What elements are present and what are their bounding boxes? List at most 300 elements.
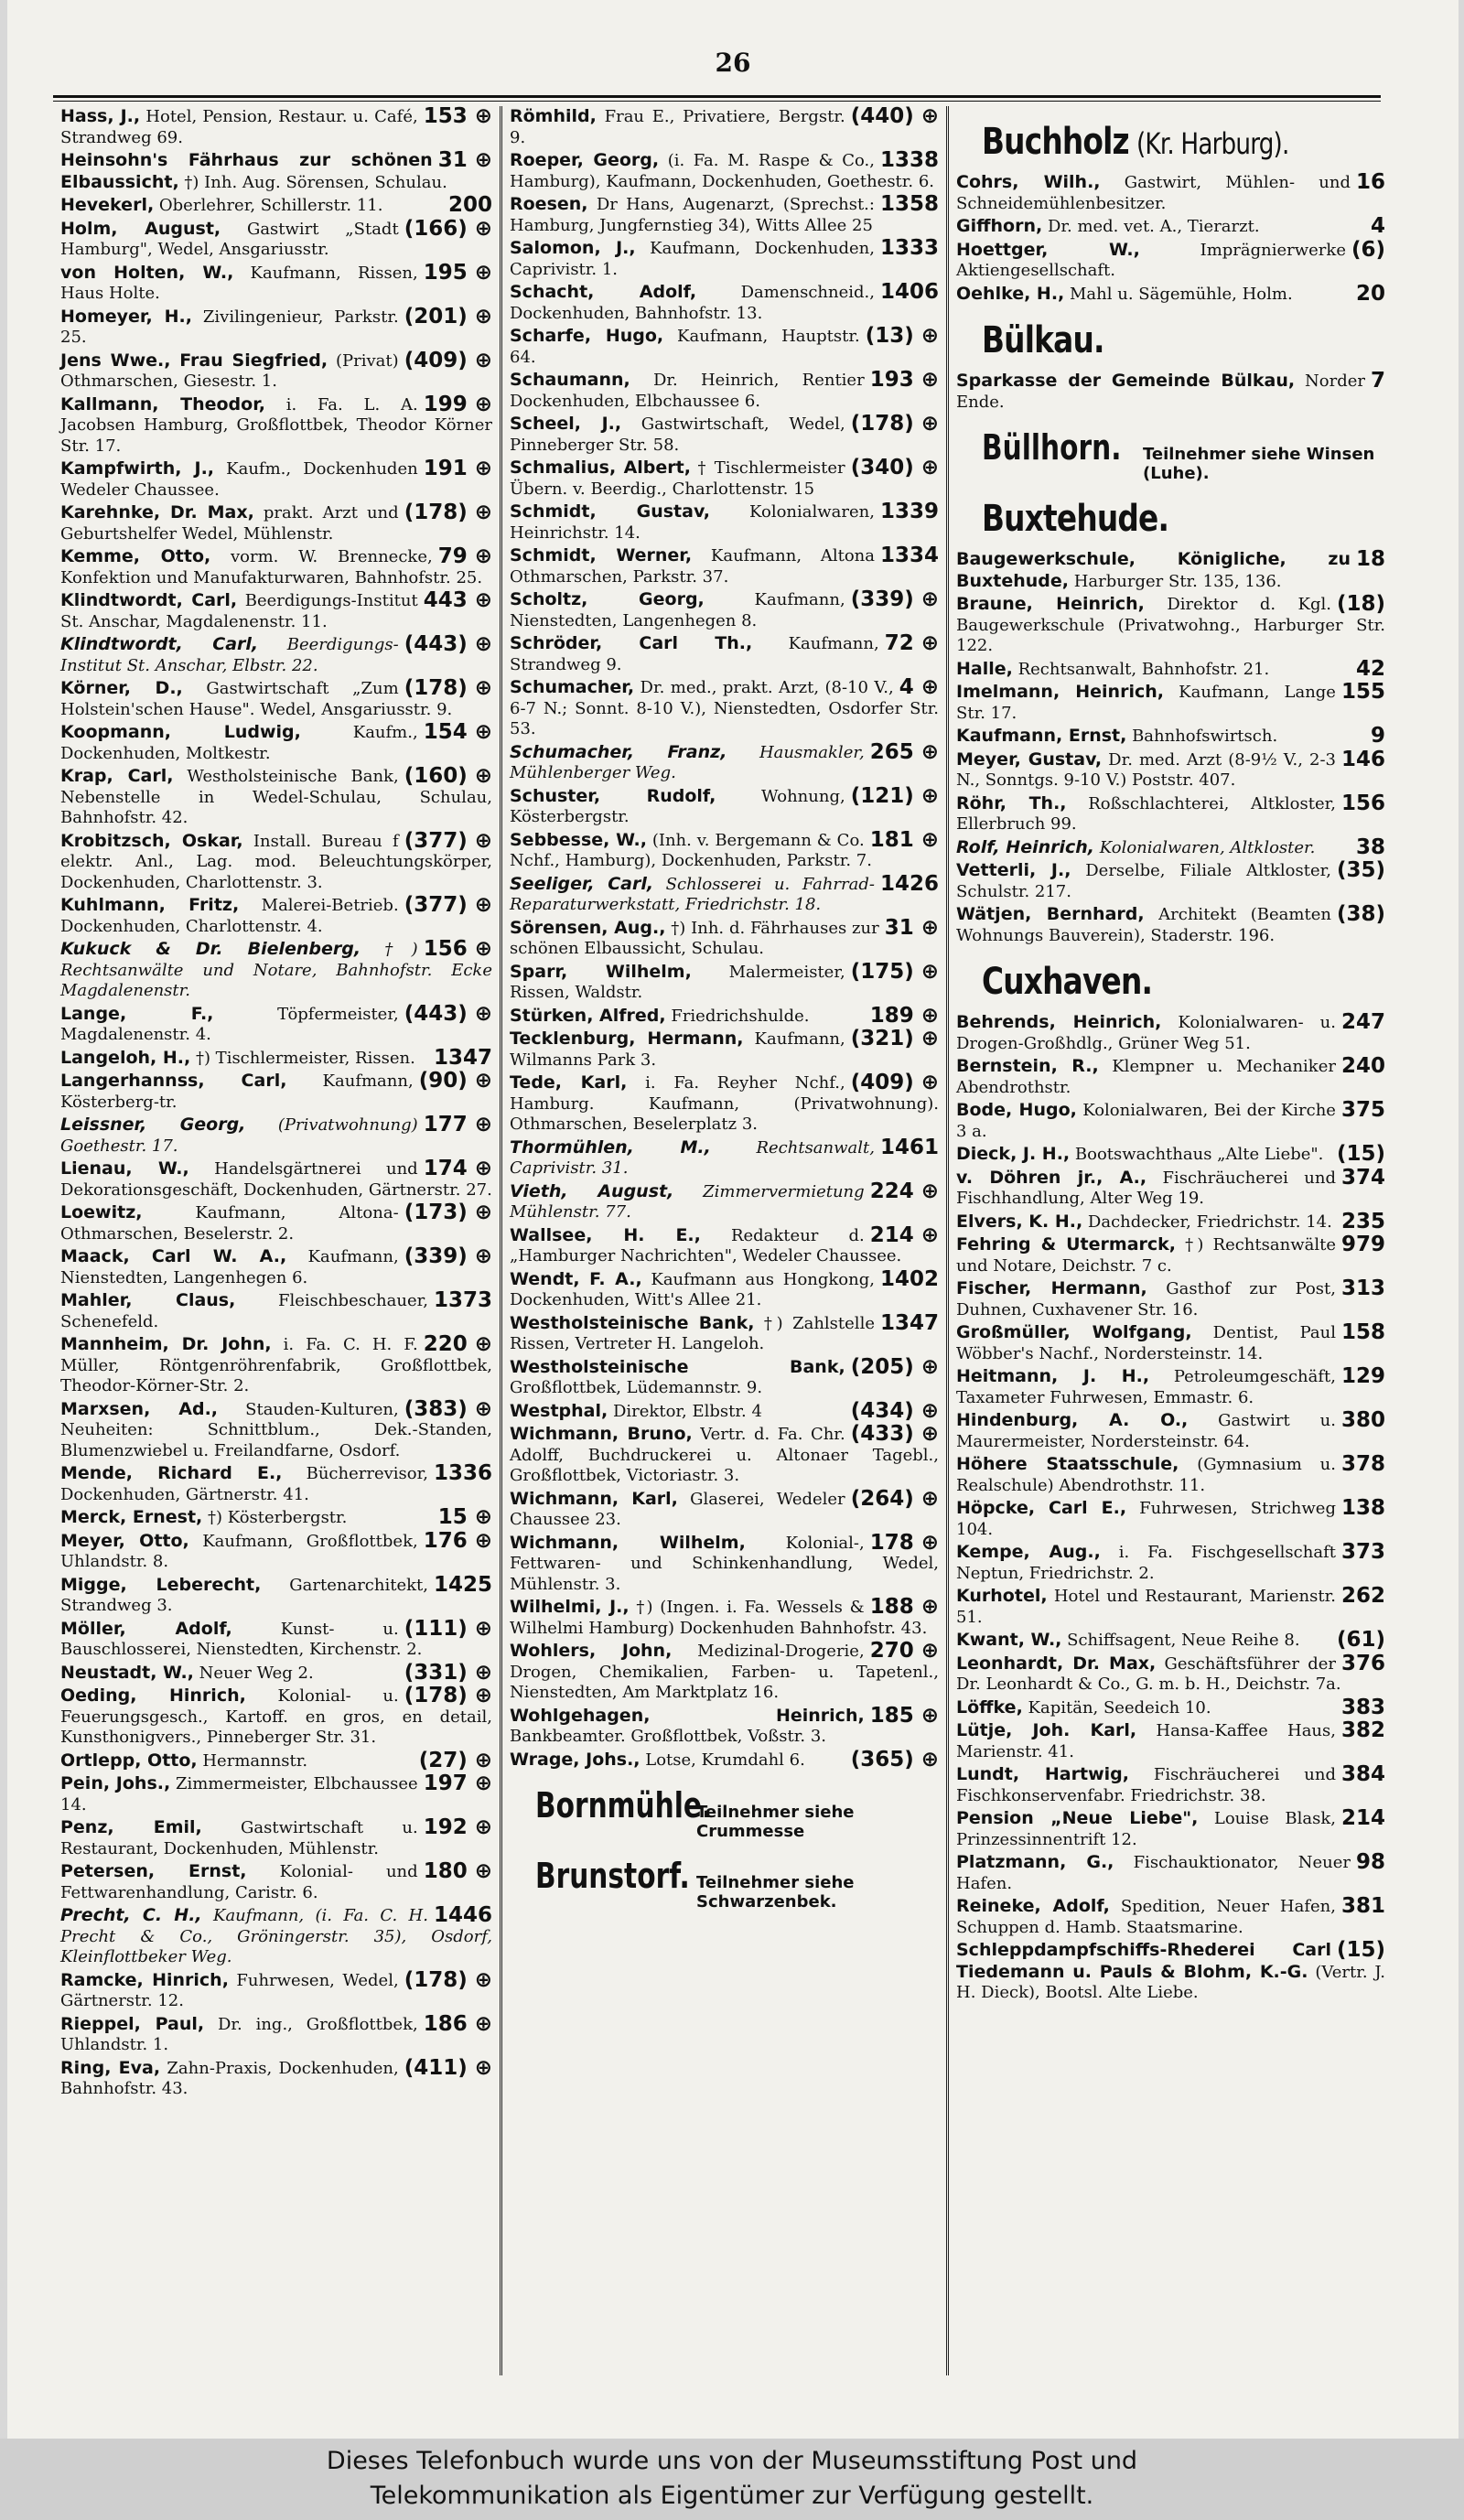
listing-details: Kaufmann, Strandweg 9.: [510, 634, 879, 674]
town-name: Buxtehude.: [982, 498, 1169, 540]
listing-name: Klindtwordt, Carl,: [60, 634, 259, 654]
town-reference: [535, 1856, 939, 1912]
phone-number: 1333: [879, 236, 939, 260]
listing-details: Hansa-Kaffee Haus, Marienstr. 41.: [956, 1721, 1336, 1761]
town-name: Bülkau.: [982, 319, 1104, 361]
listing-entry: [60, 2055, 492, 2100]
listing-name: Pein, Johs.,: [60, 1773, 171, 1793]
listing-entry: [60, 394, 492, 458]
listing-details: Kolonialwaren, Bei der Kirche 3 a.: [956, 1101, 1336, 1141]
listing-entry: [956, 1498, 1385, 1540]
listing-name: Oehlke, H.,: [956, 283, 1065, 304]
listing-details: Zivilingenieur, Parkstr. 25.: [60, 307, 399, 347]
listing-entry: [60, 1750, 492, 1772]
listing-details: Malerei-Betrieb. Dockenhuden, Charlottenstr. 4.: [60, 896, 399, 936]
phone-number: 1347: [879, 1310, 939, 1335]
listing-name: Großmüller, Wolfgang,: [956, 1322, 1192, 1342]
listing-name: Wichmann, Bruno,: [510, 1424, 693, 1444]
listing-name: Imelmann, Heinrich,: [956, 682, 1164, 702]
listing-entry: [956, 682, 1385, 724]
phone-number: 235: [1340, 1209, 1385, 1233]
listing-entry: [956, 1366, 1385, 1408]
listing-name: Tede, Karl,: [510, 1072, 628, 1093]
phone-number: (321) ⊕: [850, 1027, 939, 1050]
listing-details: Kaufmann, Rissen, Haus Holte.: [60, 263, 418, 303]
footer-notice: [0, 2439, 1464, 2520]
phone-number: (160) ⊕: [404, 764, 492, 788]
phone-number: 7: [1370, 369, 1385, 393]
phone-number: 42: [1355, 656, 1385, 681]
listing-details: Beerdigungs-Institut St. Anschar, Elbstr. 22.: [60, 635, 399, 675]
phone-number: (18): [1336, 592, 1385, 616]
phone-number: (173) ⊕: [404, 1201, 492, 1224]
town-name: Bornmühle.: [535, 1785, 713, 1825]
listing-details: (Inh. v. Bergemann & Co. Nchf., Hamburg), Dockenhuden, Parkstr. 7.: [510, 830, 872, 870]
listing-details: Kolonialwaren, Altkloster.: [1099, 837, 1316, 857]
phone-number: 129: [1340, 1364, 1385, 1388]
listing-entry: [510, 827, 939, 872]
listing-details: Direktor, Elbstr. 4: [612, 1401, 762, 1421]
listing-entry: [956, 793, 1385, 835]
listing-name: Bode, Hugo,: [956, 1100, 1077, 1120]
phone-number: 1358: [879, 192, 939, 216]
listing-entry: [956, 726, 1385, 748]
phone-number: 191 ⊕: [423, 457, 492, 480]
listing-name: Klindtwordt, Carl,: [60, 590, 238, 610]
phone-number: 382: [1340, 1718, 1385, 1742]
listing-entry: [956, 1165, 1385, 1210]
phone-number: 1373: [433, 1288, 492, 1312]
phone-number: 98: [1355, 1850, 1385, 1874]
phone-number: (13) ⊕: [865, 324, 939, 348]
listing-name: Karehnke, Dr. Max,: [60, 502, 254, 522]
listing-entry: [510, 783, 939, 828]
listing-name: Platzmann, G.,: [956, 1852, 1114, 1872]
listing-details: Dachdecker, Friedrichstr. 14.: [1087, 1212, 1332, 1232]
listing-entry: [956, 1720, 1385, 1762]
phone-number: 313: [1340, 1276, 1385, 1300]
phone-number: 214 ⊕: [869, 1222, 939, 1247]
directory-columns: [53, 106, 1394, 2375]
phone-number: (339) ⊕: [850, 587, 939, 611]
listing-details: Hotel, Pension, Restaur. u. Café, Strandweg 69.: [60, 107, 418, 147]
listing-name: Wrage, Johs.,: [510, 1749, 640, 1770]
listing-details: Hotel und Restaurant, Marienstr. 51.: [956, 1587, 1336, 1627]
town-heading: [982, 319, 1313, 361]
listing-name: Halle,: [956, 658, 1013, 679]
listing-entry: [510, 1028, 939, 1071]
listing-name: Ramcke, Hinrich,: [60, 1969, 229, 1990]
listing-details: Gastwirt, Mühlen- und Schneidemühlenbesitzer.: [956, 173, 1351, 213]
listing-name: Petersen, Ernst,: [60, 1861, 247, 1881]
listing-details: Dr. med. vet. A., Tierarzt.: [1047, 217, 1260, 236]
phone-number: 178 ⊕: [869, 1530, 939, 1555]
town-heading: [982, 961, 1313, 1003]
listing-name: Vieth, August,: [510, 1180, 674, 1201]
listing-name: Bernstein, R.,: [956, 1056, 1099, 1076]
listing-details: Mahl u. Sägemühle, Holm.: [1070, 284, 1293, 304]
phone-number: 155: [1340, 680, 1385, 704]
listing-name: Wilhelmi, J.,: [510, 1597, 630, 1617]
phone-number: (440) ⊕: [850, 106, 939, 128]
listing-entry: [60, 1861, 492, 1903]
listing-entry: [956, 1808, 1385, 1850]
listing-name: Kallmann, Theodor,: [60, 393, 265, 415]
phone-number: 381: [1340, 1894, 1385, 1918]
listing-name: Tecklenburg, Hermann,: [510, 1028, 744, 1049]
listing-entry: [510, 1747, 939, 1772]
listing-name: Kuhlmann, Fritz,: [60, 895, 240, 915]
listing-entry: [510, 959, 939, 1004]
phone-number: 177 ⊕: [423, 1113, 492, 1136]
town-reference: [982, 427, 1385, 483]
listing-name: Braune, Heinrich,: [956, 594, 1145, 614]
listing-name: Roesen,: [510, 194, 588, 214]
listing-name: Lienau, W.,: [60, 1158, 189, 1179]
listing-entry: [510, 915, 939, 960]
phone-number: 188 ⊕: [869, 1595, 939, 1619]
listing-details: Harburger Str. 135, 136.: [1073, 571, 1282, 591]
listing-name: Ortlepp, Otto,: [60, 1750, 198, 1771]
listing-entry: [60, 1905, 492, 1968]
phone-number: (35): [1336, 858, 1385, 882]
listing-details: Kaufmann aus Hongkong, Dockenhuden, Witt's Allee 21.: [510, 1269, 875, 1309]
listing-name: Hass, J.,: [60, 106, 141, 126]
listing-entry: [956, 1234, 1385, 1276]
listing-entry: [60, 1507, 492, 1529]
phone-number: 1446: [433, 1903, 492, 1927]
listing-details: Westholsteinische Bank, Nebenstelle in Wedel-Schulau, Schulau, Bahnhofstr. 42.: [60, 767, 492, 827]
listing-entry: [510, 1398, 939, 1423]
phone-number: (383) ⊕: [404, 1396, 492, 1421]
listing-name: Giffhorn,: [956, 216, 1043, 236]
listing-details: Oberlehrer, Schillerstr. 11.: [158, 196, 383, 215]
listing-entry: [510, 1222, 939, 1267]
town-name: Brunstorf.: [535, 1856, 690, 1896]
listing-details: (Vertr. J. H. Dieck), Bootsl. Alte Liebe.: [956, 1962, 1385, 2002]
listing-details: Kaufmann, Wilmanns Park 3.: [510, 1029, 845, 1070]
listing-entry: [956, 1896, 1385, 1938]
phone-number: 1402: [879, 1266, 939, 1291]
listing-name: Heitmann, J. H.,: [956, 1366, 1150, 1386]
phone-number: 15 ⊕: [437, 1505, 492, 1529]
listing-name: Homeyer, H.,: [60, 306, 192, 327]
listing-details: Dr. Heinrich, Rentier Dockenhuden, Elbchaussee 6.: [510, 371, 865, 411]
phone-number: (6): [1351, 237, 1385, 262]
column-left: [53, 106, 500, 2375]
listing-entry: [510, 414, 939, 456]
listing-name: Kurhotel,: [956, 1586, 1048, 1606]
listing-details: i. Fa. C. H. F. Müller, Röntgenröhrenfabrik, Großflottbek, Theodor-Körner-Str. 2.: [60, 1335, 492, 1395]
listing-details: Kaufm., Dockenhuden Wedeler Chaussee.: [60, 459, 418, 500]
listing-name: Sörensen, Aug.,: [510, 917, 666, 938]
listing-details: Fischräucherei und Fischkonservenfabr. Friedrichstr. 38.: [956, 1765, 1336, 1805]
listing-name: Pension „Neue Liebe",: [956, 1808, 1199, 1828]
listing-entry: [956, 1542, 1385, 1584]
phone-number: 185 ⊕: [869, 1703, 939, 1728]
listing-details: Kolonial-, Fettwaren- und Schinkenhandlung, Wedel, Mühlenstr. 3.: [510, 1533, 939, 1594]
phone-number: 1425: [433, 1572, 492, 1597]
listing-name: Langeloh, H.,: [60, 1047, 191, 1068]
phone-number: 20: [1355, 281, 1385, 306]
listing-entry: [956, 1653, 1385, 1696]
listing-entry: [956, 1322, 1385, 1364]
phone-number: (377) ⊕: [404, 828, 492, 853]
listing-entry: [60, 1396, 492, 1462]
listing-entry: [956, 1144, 1385, 1166]
listing-details: Redakteur d. „Hamburger Nachrichten", Wedeler Chaussee.: [510, 1225, 902, 1265]
listing-details: Gastwirt „Stadt Hamburg", Wedel, Ansgariusstr.: [60, 219, 399, 259]
listing-details: †) Rechtsanwälte und Notare, Bahnhofstr. Ecke Magdalenenstr.: [60, 940, 492, 1000]
listing-details: Bücherrevisor, Dockenhuden, Gärtnerstr. 41.: [60, 1464, 428, 1504]
listing-entry: [510, 633, 939, 675]
phone-number: 4 ⊕: [899, 675, 939, 699]
listing-details: Malermeister, Rissen, Waldstr.: [510, 962, 845, 1002]
phone-number: 38: [1355, 835, 1385, 859]
listing-entry: [956, 1056, 1385, 1098]
phone-number: 443 ⊕: [423, 588, 492, 612]
phone-number: 197 ⊕: [423, 1772, 492, 1795]
phone-number: (264) ⊕: [850, 1486, 939, 1511]
listing-name: Holm, August,: [60, 218, 221, 239]
listing-entry: [956, 1100, 1385, 1142]
listing-entry: [60, 260, 492, 305]
phone-number: (433) ⊕: [850, 1422, 939, 1446]
listing-name: Oeding, Hinrich,: [60, 1685, 246, 1706]
listing-entry: [956, 371, 1385, 413]
town-heading: [982, 498, 1313, 540]
listing-entry: [510, 1530, 939, 1596]
listing-details: Architekt (Beamten Wohnungs Bauverein), Staderstr. 196.: [956, 905, 1331, 945]
listing-details: vorm. W. Brennecke, Konfektion und Manufakturwaren, Bahnhofstr. 25.: [60, 547, 483, 587]
phone-number: (178) ⊕: [404, 676, 492, 700]
listing-entry: [60, 1572, 492, 1617]
listing-entry: [60, 1334, 492, 1397]
listing-entry: [510, 739, 939, 784]
listing-entry: [956, 1209, 1385, 1233]
listing-entry: [60, 1202, 492, 1244]
phone-number: (331) ⊕: [404, 1660, 492, 1685]
reference-note: Teilnehmer siehe Winsen (Luhe).: [1143, 445, 1375, 483]
listing-details: Kaufmann, Altona-Othmarschen, Beselerstr. 2.: [60, 1203, 399, 1244]
listing-name: Römhild,: [510, 106, 597, 126]
listing-name: Fehring & Utermarck,: [956, 1234, 1176, 1255]
phone-number: (175) ⊕: [850, 959, 939, 984]
listing-name: Körner, D.,: [60, 678, 183, 698]
listing-name: Leissner, Georg,: [60, 1115, 246, 1135]
listing-name: Schumacher, Franz,: [510, 741, 727, 762]
listing-entry: [510, 1597, 939, 1639]
listing-details: Stauden-Kulturen, Neuheiten: Schnittblum., Dek.-Standen, Blumenzwiebel u. Freilandfarne, Osdorf.: [60, 1399, 492, 1460]
listing-name: Kwant, W.,: [956, 1630, 1062, 1650]
phone-number: 384: [1340, 1762, 1385, 1786]
phone-number: 79 ⊕: [437, 544, 492, 568]
listing-entry: [60, 1528, 492, 1573]
listing-entry: [510, 150, 939, 192]
listing-entry: [956, 1764, 1385, 1806]
listing-name: Wichmann, Karl,: [510, 1488, 678, 1509]
listing-details: Bahnhofswirtsch.: [1132, 727, 1278, 746]
listing-details: †) Kösterbergstr.: [208, 1508, 348, 1527]
listing-details: Lotse, Krumdahl 6.: [645, 1750, 805, 1770]
phone-number: (178) ⊕: [404, 1684, 492, 1707]
town-reference: [535, 1785, 939, 1841]
listing-details: Vertr. d. Fa. Chr. Adolff, Buchdruckerei u. Altonaer Tagebl., Großflottbek, Victoriastr. 3.: [510, 1425, 939, 1485]
listing-details: Neuer Weg 2.: [199, 1663, 314, 1683]
listing-details: Schiffsagent, Neue Reihe 8.: [1067, 1631, 1300, 1650]
town-heading: [982, 121, 1313, 163]
listing-name: Maack, Carl W. A.,: [60, 1246, 287, 1266]
phone-number: (121) ⊕: [850, 783, 939, 808]
phone-number: 375: [1340, 1098, 1385, 1122]
listing-entry: [956, 1012, 1385, 1054]
listing-entry: [956, 904, 1385, 946]
listing-name: Merck, Ernest,: [60, 1507, 203, 1527]
listing-name: Schumacher,: [510, 677, 635, 697]
listing-entry: [510, 1003, 939, 1028]
listing-name: Krobitzsch, Oskar,: [60, 830, 243, 851]
listing-name: Heinsohn's Fährhaus zur schönen Elbaussicht,: [60, 150, 433, 192]
listing-details: Roßschlachterei, Altkloster, Ellerbruch 99.: [956, 793, 1336, 834]
listing-entry: [510, 106, 939, 148]
listing-name: v. Döhren jr., A.,: [956, 1167, 1147, 1188]
phone-number: 374: [1340, 1165, 1385, 1190]
listing-entry: [956, 1410, 1385, 1452]
phone-number: (411) ⊕: [404, 2055, 492, 2080]
phone-number: 979: [1340, 1233, 1385, 1256]
header-rule-thin: [53, 101, 1381, 102]
phone-number: 378: [1340, 1452, 1385, 1476]
phone-number: 156 ⊕: [423, 937, 492, 961]
listing-entry: [510, 238, 939, 280]
listing-entry: [60, 1071, 492, 1113]
listing-name: Schmidt, Werner,: [510, 545, 693, 565]
listing-name: Höpcke, Carl E.,: [956, 1498, 1127, 1518]
listing-entry: [510, 194, 939, 236]
phone-number: 220 ⊕: [423, 1332, 492, 1356]
listing-entry: [956, 860, 1385, 902]
listing-details: Fleischbeschauer, Schenefeld.: [60, 1291, 428, 1331]
header-rule-thick: [53, 95, 1381, 98]
listing-name: Rieppel, Paul,: [60, 2013, 205, 2034]
listing-entry: [956, 1586, 1385, 1628]
listing-entry: [956, 172, 1385, 214]
phone-number: 31 ⊕: [884, 915, 939, 940]
phone-number: 138: [1340, 1496, 1385, 1520]
phone-number: (15): [1336, 1142, 1385, 1166]
listing-name: Dieck, J. H.,: [956, 1144, 1071, 1164]
listing-details: †) (Ingen. i. Fa. Wessels & Wilhelmi Hamburg) Dockenhuden Bahnhofstr. 43.: [510, 1598, 928, 1638]
listing-name: Scharfe, Hugo,: [510, 326, 664, 346]
listing-name: Kukuck & Dr. Bielenberg,: [60, 939, 361, 959]
listing-name: Behrends, Heinrich,: [956, 1012, 1162, 1032]
phone-number: (443) ⊕: [404, 1001, 492, 1026]
listing-entry: [510, 458, 939, 500]
listing-details: Kaufmann, Lange Str. 17.: [956, 683, 1336, 723]
directory-page: [7, 0, 1459, 2439]
listing-details: Zahn-Praxis, Dockenhuden, Bahnhofstr. 43.: [60, 2058, 399, 2098]
phone-number: (409) ⊕: [404, 348, 492, 372]
listing-details: Gartenarchitekt, Strandweg 3.: [60, 1575, 428, 1615]
listing-details: Zimmervermietung Mühlenstr. 77.: [510, 1181, 865, 1222]
phone-number: 72 ⊕: [884, 631, 939, 655]
phone-number: 193 ⊕: [869, 368, 939, 392]
listing-name: Schaumann,: [510, 370, 630, 390]
listing-name: Mende, Richard E.,: [60, 1463, 283, 1483]
listing-details: Gastwirtschaft, Wedel, Pinneberger Str. 58.: [510, 415, 845, 455]
footer-line-1: Dieses Telefonbuch wurde uns von der Museumsstiftung Post und: [326, 2447, 1138, 2475]
phone-number: 200: [447, 193, 492, 217]
listing-entry: [510, 1486, 939, 1531]
listing-details: Glaserei, Wedeler Chaussee 23.: [510, 1489, 845, 1529]
listing-name: Ring, Eva,: [60, 2057, 161, 2078]
phone-number: 1406: [879, 280, 939, 304]
listing-details: Kaufmann, Nienstedten, Langenhegen 8.: [510, 590, 845, 630]
listing-details: Kolonial- u. Feuerungsgesch., Kartoff. en gros, en detail, Kunsthonigvers., Pinneberger Str. 31.: [60, 1686, 492, 1747]
phone-number: 1334: [879, 544, 939, 567]
phone-number: 224 ⊕: [869, 1179, 939, 1203]
listing-entry: [510, 1310, 939, 1355]
phone-number: 1336: [433, 1461, 492, 1485]
phone-number: 262: [1340, 1584, 1385, 1608]
phone-number: 1338: [879, 148, 939, 172]
phone-number: 240: [1340, 1054, 1385, 1078]
listing-name: Westphal,: [510, 1400, 608, 1421]
listing-details: Derselbe, Filiale Altkloster, Schulstr. 217.: [956, 861, 1331, 901]
listing-entry: [60, 722, 492, 764]
listing-details: Dr. ing., Großflottbek, Uhlandstr. 1.: [60, 2014, 418, 2054]
listing-name: Lütje, Joh. Karl,: [956, 1720, 1137, 1740]
listing-details: Beerdigungs-Institut St. Anschar, Magdalenenstr. 11.: [60, 591, 418, 631]
phone-number: (201) ⊕: [404, 304, 492, 328]
listing-entry: [510, 501, 939, 544]
town-name: Cuxhaven.: [982, 961, 1153, 1003]
listing-details: Install. Bureau f elektr. Anl., Lag. mod. Beleuchtungskörper, Dockenhuden, Charlottenstr. 3.: [60, 831, 492, 892]
listing-entry: [60, 458, 492, 501]
listing-name: Koopmann, Ludwig,: [60, 722, 301, 742]
listing-details: i. Fa. L. A. Jacobsen Hamburg, Großflottbek, Theodor Körner Str. 17.: [60, 394, 492, 456]
listing-name: Schmalius, Albert,: [510, 458, 691, 478]
listing-name: Scheel, J.,: [510, 414, 622, 434]
listing-name: Roeper, Georg,: [510, 150, 660, 170]
phone-number: (205) ⊕: [850, 1354, 939, 1379]
listing-name: Schacht, Adolf,: [510, 282, 697, 302]
listing-details: Kaufmann, Großflottbek, Uhlandstr. 8.: [60, 1531, 418, 1571]
reference-note: Teilnehmer siehe Crummesse: [696, 1803, 855, 1841]
listing-details: Hermannstr.: [202, 1750, 308, 1771]
listing-entry: [60, 502, 492, 544]
listing-entry: [956, 549, 1385, 592]
listing-details: (Gymnasium u. Realschule) Abendrothstr. 11.: [956, 1455, 1336, 1495]
listing-name: Reineke, Adolf,: [956, 1896, 1110, 1916]
listing-entry: [60, 678, 492, 720]
listing-name: Precht, C. H.,: [60, 1905, 202, 1925]
listing-details: Klempner u. Mechaniker Abendrothstr.: [956, 1057, 1336, 1097]
phone-number: 1339: [879, 500, 939, 523]
listing-entry: [956, 1630, 1385, 1652]
listing-details: Louise Blask, Prinzessinnentrift 12.: [956, 1809, 1336, 1849]
phone-number: (178) ⊕: [850, 412, 939, 436]
phone-number: (434) ⊕: [850, 1398, 939, 1423]
listing-name: Krap, Carl,: [60, 766, 174, 786]
listing-entry: [60, 304, 492, 349]
phone-number: (178) ⊕: [404, 1967, 492, 1992]
phone-number: 174 ⊕: [423, 1157, 492, 1180]
listing-entry: [510, 1641, 939, 1704]
phone-number: 186 ⊕: [423, 2011, 492, 2036]
phone-number: (166) ⊕: [404, 216, 492, 241]
listing-entry: [60, 195, 492, 217]
